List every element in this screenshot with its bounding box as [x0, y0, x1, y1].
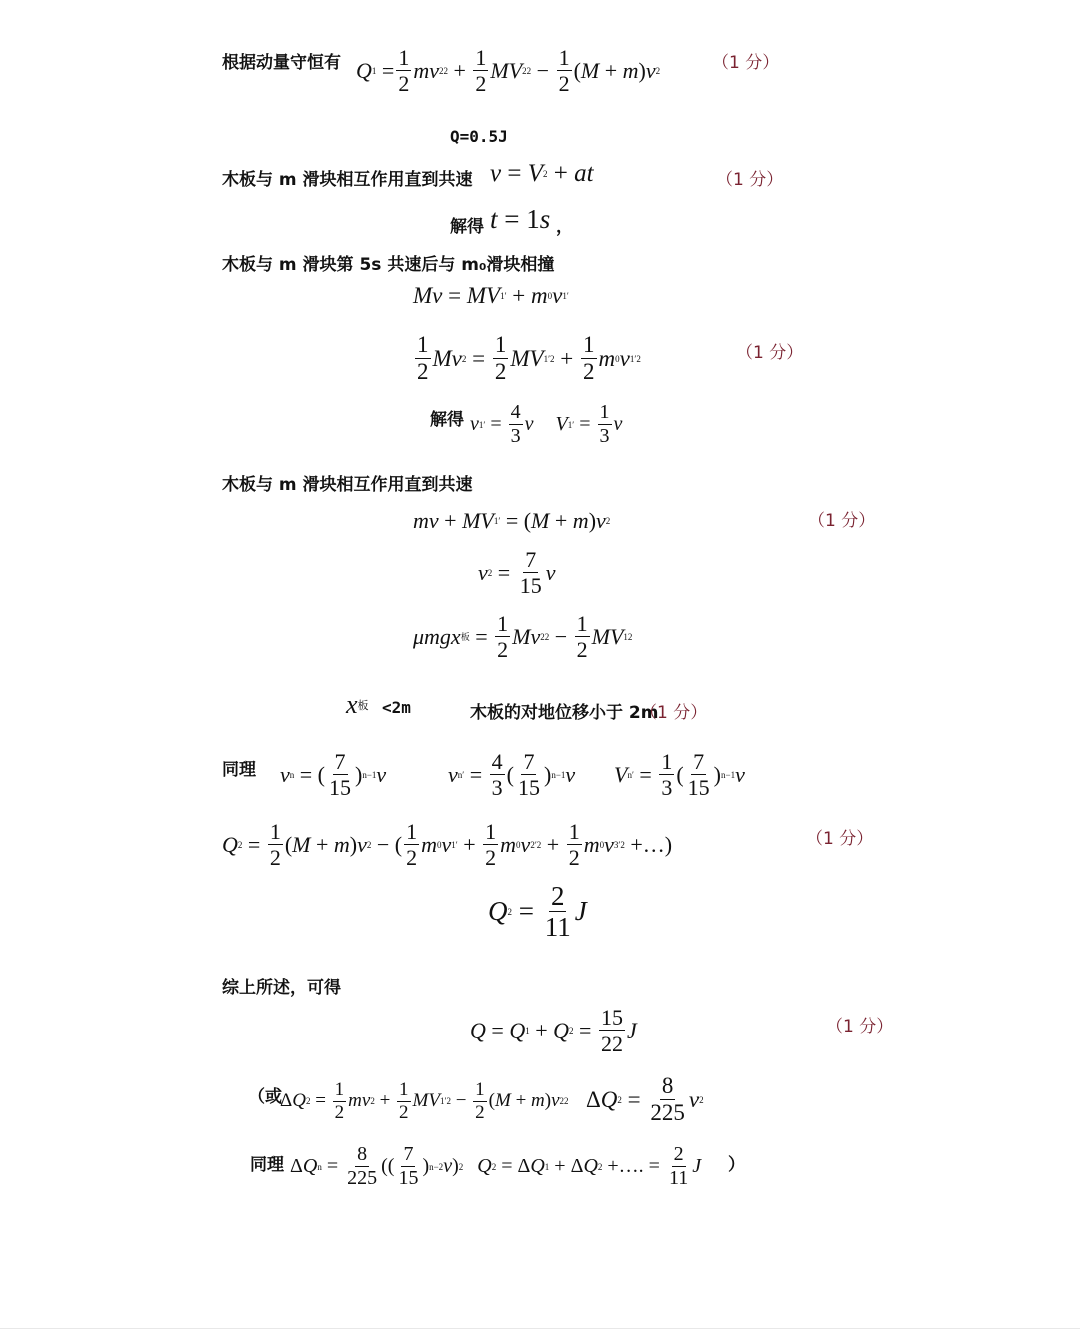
- equation-momentum-2: mv + MV 1 ′ = ( M + m ) v 2: [413, 508, 611, 533]
- text-less-than-2m: <2m: [382, 698, 411, 717]
- equation-time: t = 1 s: [490, 204, 551, 234]
- equation-velocities-after: v 1 ′ = $\frac{4}{3}$ v V 1 ′ = $\frac{1}{3}$ v: [470, 401, 623, 447]
- score-5: （1 分）: [640, 703, 708, 723]
- text-collision: 木板与 m 滑块第 5s 共速后与 m₀滑块相撞: [222, 255, 555, 275]
- equation-momentum-collision: Mv = MV 1 ′ + m 0 v 1 ′: [413, 283, 569, 308]
- equation-vn: v n = ( $\frac{7}{15}$ ) n−1 v: [280, 749, 387, 801]
- equation-v2: v 2 = $\frac{7}{15}$ v: [478, 547, 556, 599]
- text-momentum-conservation: 根据动量守恒有: [222, 53, 341, 73]
- score-1: （1 分）: [712, 53, 780, 73]
- score-3: （1 分）: [736, 343, 804, 363]
- score-6: （1 分）: [806, 829, 874, 849]
- equation-q2-series: Q 2 = $\frac{1}{2}$ ( M + m ) v 2 − ( $\frac{1}{2}$ m 0 v 1 ′ + $\frac{1}{2}$ m 0 v 2 ′2 + $\frac{1}{2}$ m 0 v 3 ′2 +…): [222, 819, 673, 871]
- equation-friction-work: μmgx 板 = $\frac{1}{2}$ Mv 2 2 − $\frac{1}{2}$ MV 1 2: [413, 611, 633, 663]
- equation-vn-prime: v n ′ = $\frac{4}{3}$ ( $\frac{7}{15}$ ) n−1 v: [448, 749, 576, 801]
- equation-q1: Q 1 = $\frac{1}{2}$ mv 2 2 + $\frac{1}{2}$ MV 2 2 − $\frac{1}{2}$ ( M + m ) v 2: [356, 45, 661, 97]
- text-solve-2: 解得: [430, 410, 464, 430]
- equation-energy-collision: $\frac{1}{2}$ Mv 2 = $\frac{1}{2}$ MV 1 ′2 + $\frac{1}{2}$ m 0 v 1 ′2: [417, 332, 641, 385]
- text-board-slider-interaction-2: 木板与 m 滑块相互作用直到共速: [222, 475, 473, 495]
- text-board-slider-interaction: 木板与 m 滑块相互作用直到共速: [222, 170, 473, 190]
- text-comma: ，: [556, 217, 573, 237]
- text-similarly: 同理: [222, 760, 256, 780]
- text-solve: 解得: [450, 217, 484, 237]
- text-displacement: 木板的对地位移小于 2m: [470, 703, 659, 723]
- equation-q-total: Q = Q 1 + Q 2 = $\frac{15}{22}$ J: [470, 1005, 637, 1057]
- symbol-x-board: x 板: [346, 690, 369, 719]
- score-2: （1 分）: [716, 170, 784, 190]
- score-4: （1 分）: [808, 511, 876, 531]
- text-similarly-2: 同理: [250, 1155, 284, 1175]
- text-close-paren: ）: [728, 1155, 745, 1175]
- equation-delta-qn: Δ Q n = $\frac{8}{225}$ (( $\frac{7}{15}$ ) n−2 v ) 2 Q 2 = Δ Q 1 + Δ Q 2 +…. = $\frac{2}{11}$ J: [290, 1143, 702, 1189]
- equation-Vn-prime: V n ′ = $\frac{1}{3}$ ( $\frac{7}{15}$ ) n−1 v: [614, 749, 745, 801]
- equation-velocity: v = V 2 + at: [490, 160, 594, 187]
- bottom-divider: [0, 1328, 1080, 1329]
- text-summary: 综上所述，可得: [222, 978, 341, 998]
- equation-delta-q2-value: Δ Q 2 = $\frac{8}{225}$ v 2: [586, 1073, 704, 1126]
- equation-q2-result: Q 2 = $\frac{2}{11}$ J: [488, 881, 587, 943]
- text-or: （或: [248, 1087, 282, 1107]
- score-7: （1 分）: [826, 1017, 894, 1037]
- text-q-value: Q=0.5J: [450, 127, 508, 146]
- equation-delta-q2: Δ Q 2 = $\frac{1}{2}$ mv 2 + $\frac{1}{2}$ MV 1 ′2 − $\frac{1}{2}$ ( M + m ) v 2 2: [280, 1079, 569, 1123]
